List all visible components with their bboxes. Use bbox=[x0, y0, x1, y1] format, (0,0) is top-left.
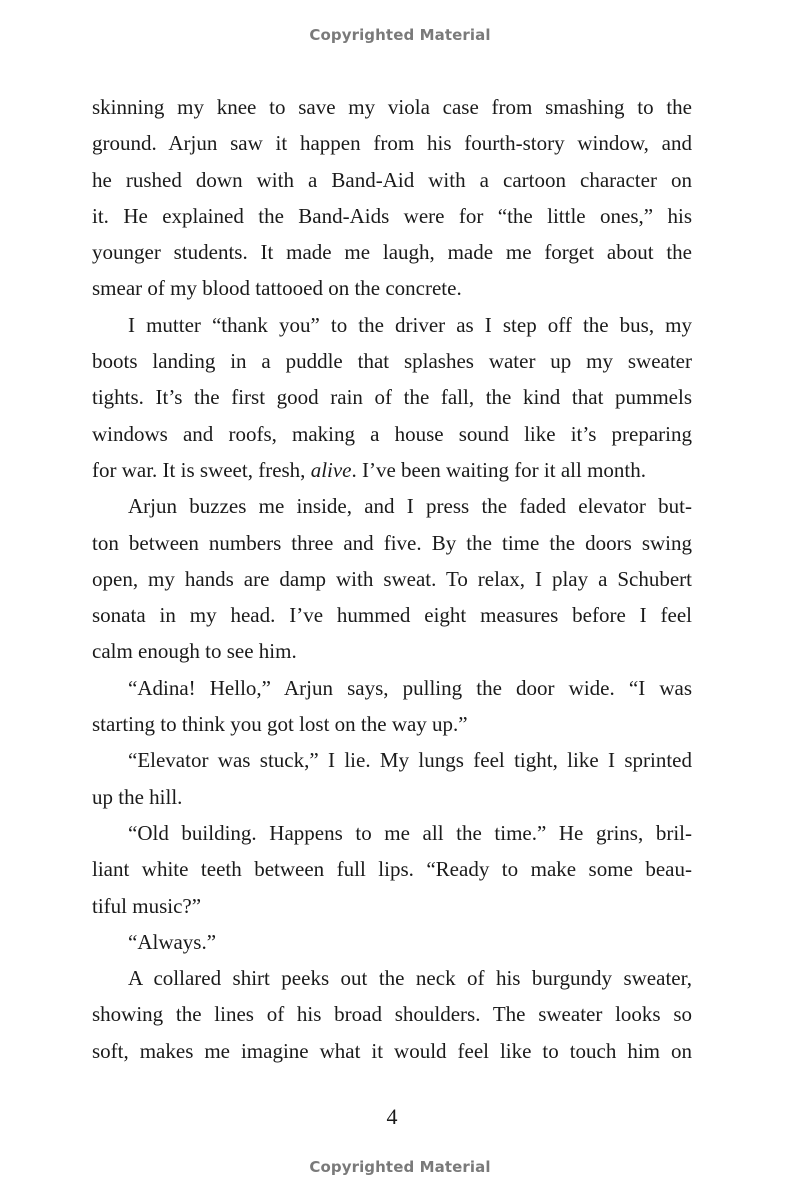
page-number: 4 bbox=[386, 1104, 398, 1129]
text-line: skinning my knee to save my viola case from smashing to the bbox=[92, 95, 692, 119]
paragraph bbox=[92, 488, 692, 669]
text-line: “Elevator was stuck,” I lie. My lungs feel tight, like I sprinted bbox=[128, 748, 692, 773]
paragraph bbox=[92, 960, 692, 1069]
text-line: sonata in my head. I’ve hummed eight measures before I feel bbox=[92, 603, 692, 628]
text-line: starting to think you got lost on the way up.” bbox=[92, 712, 468, 737]
emphasized-word: alive bbox=[310, 457, 352, 482]
text-line: smear of my blood tattooed on the concrete. bbox=[92, 276, 462, 301]
text-line: tights. It’s the first good rain of the fall, the kind that pummels bbox=[92, 385, 692, 410]
paragraph bbox=[92, 924, 692, 960]
text-line: it. He explained the Band-Aids were for “the little ones,” his bbox=[92, 203, 692, 228]
text-line: windows and roofs, making a house sound like it’s preparing bbox=[92, 421, 692, 446]
text-line: soft, makes me imagine what it would feel like to touch him on bbox=[92, 1038, 692, 1063]
text-line: “Adina! Hello,” Arjun says, pulling the door wide. “I was bbox=[128, 675, 692, 700]
text-line: liant white teeth between full lips. “Ready to make some beau- bbox=[92, 857, 692, 882]
text-line: Arjun buzzes me inside, and I press the faded elevator but- bbox=[128, 494, 692, 519]
text-line bbox=[92, 452, 692, 488]
text-line: younger students. It made me laugh, made me forget about the bbox=[92, 240, 692, 265]
paragraph bbox=[92, 670, 692, 743]
paragraph bbox=[92, 815, 692, 924]
text-line: tiful music?” bbox=[92, 893, 202, 918]
header-watermark: Copyrighted Material bbox=[309, 26, 491, 44]
text-line: showing the lines of his broad shoulders. The sweater looks so bbox=[92, 1002, 692, 1027]
footer-watermark: Copyrighted Material bbox=[309, 1158, 491, 1176]
text-line: he rushed down with a Band-Aid with a cartoon character on bbox=[92, 167, 692, 192]
paragraph bbox=[92, 307, 692, 488]
text-line: “Always.” bbox=[128, 929, 217, 954]
text-line: “Old building. Happens to me all the time.” He grins, bril- bbox=[128, 820, 692, 845]
text-run: for war. It is sweet, fresh, bbox=[92, 457, 311, 482]
paragraph bbox=[92, 89, 692, 307]
text-line: ground. Arjun saw it happen from his fourth-story window, and bbox=[92, 131, 692, 156]
text-run: . I’ve been waiting for it all month. bbox=[351, 457, 647, 482]
text-line: open, my hands are damp with sweat. To relax, I play a Schubert bbox=[92, 566, 692, 591]
text-line: A collared shirt peeks out the neck of his burgundy sweater, bbox=[128, 966, 692, 991]
text-line: calm enough to see him. bbox=[92, 639, 297, 664]
paragraph bbox=[92, 742, 692, 815]
body-text bbox=[92, 89, 692, 1069]
text-line: up the hill. bbox=[92, 784, 183, 809]
text-line: ton between numbers three and five. By the time the doors swing bbox=[92, 530, 692, 555]
text-line: boots landing in a puddle that splashes water up my sweater bbox=[92, 349, 692, 374]
text-line: I mutter “thank you” to the driver as I step off the bus, my bbox=[128, 312, 692, 337]
